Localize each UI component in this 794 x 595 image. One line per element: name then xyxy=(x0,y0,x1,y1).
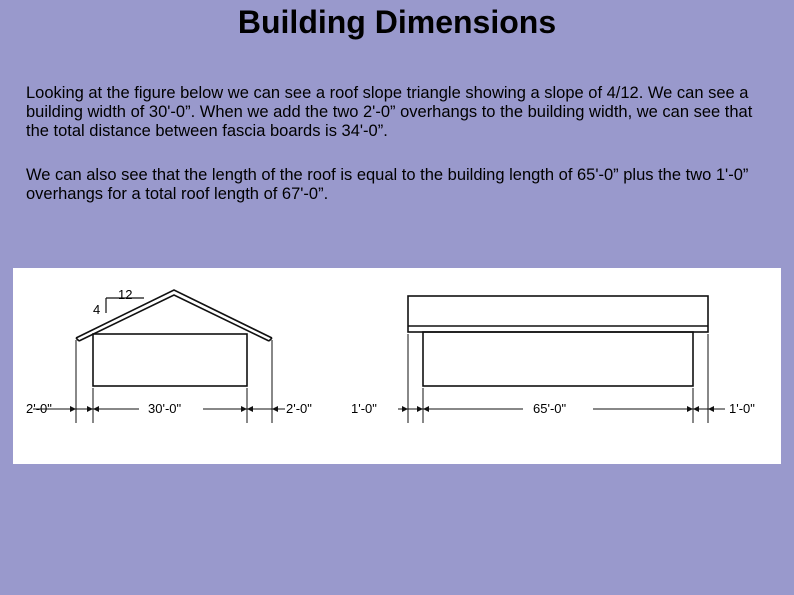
slope-rise-label: 4 xyxy=(93,302,101,317)
dimension-drawing xyxy=(13,268,781,464)
page-title: Building Dimensions xyxy=(237,4,557,40)
end-left-overhang-label: 2'-0" xyxy=(26,401,52,416)
side-view-walls xyxy=(423,332,693,386)
intro-paragraph: Looking at the figure below we can see a roof slope triangle showing a slope of 4/12. We can see a building width of 30'-0”. When we add the two 2'-0” overhangs to the building width, we can see that the total distance between fascia boards is 34'-0”. xyxy=(26,84,753,140)
side-left-overhang-label: 1'-0" xyxy=(351,401,377,416)
building-dimensions-figure xyxy=(13,268,781,464)
building-length-label: 65'-0" xyxy=(533,401,567,416)
building-width-label: 30'-0" xyxy=(148,401,182,416)
slope-run-label: 12 xyxy=(118,287,133,302)
end-view-roof xyxy=(76,290,272,338)
roof-length-paragraph: We can also see that the length of the roof is equal to the building length of 65'-0” plus the two 1'-0” overhangs for a total roof length of 67'-0”. xyxy=(26,166,749,203)
end-view-walls xyxy=(93,334,247,386)
end-right-overhang-label: 2'-0" xyxy=(286,401,312,416)
side-right-overhang-label: 1'-0" xyxy=(729,401,755,416)
